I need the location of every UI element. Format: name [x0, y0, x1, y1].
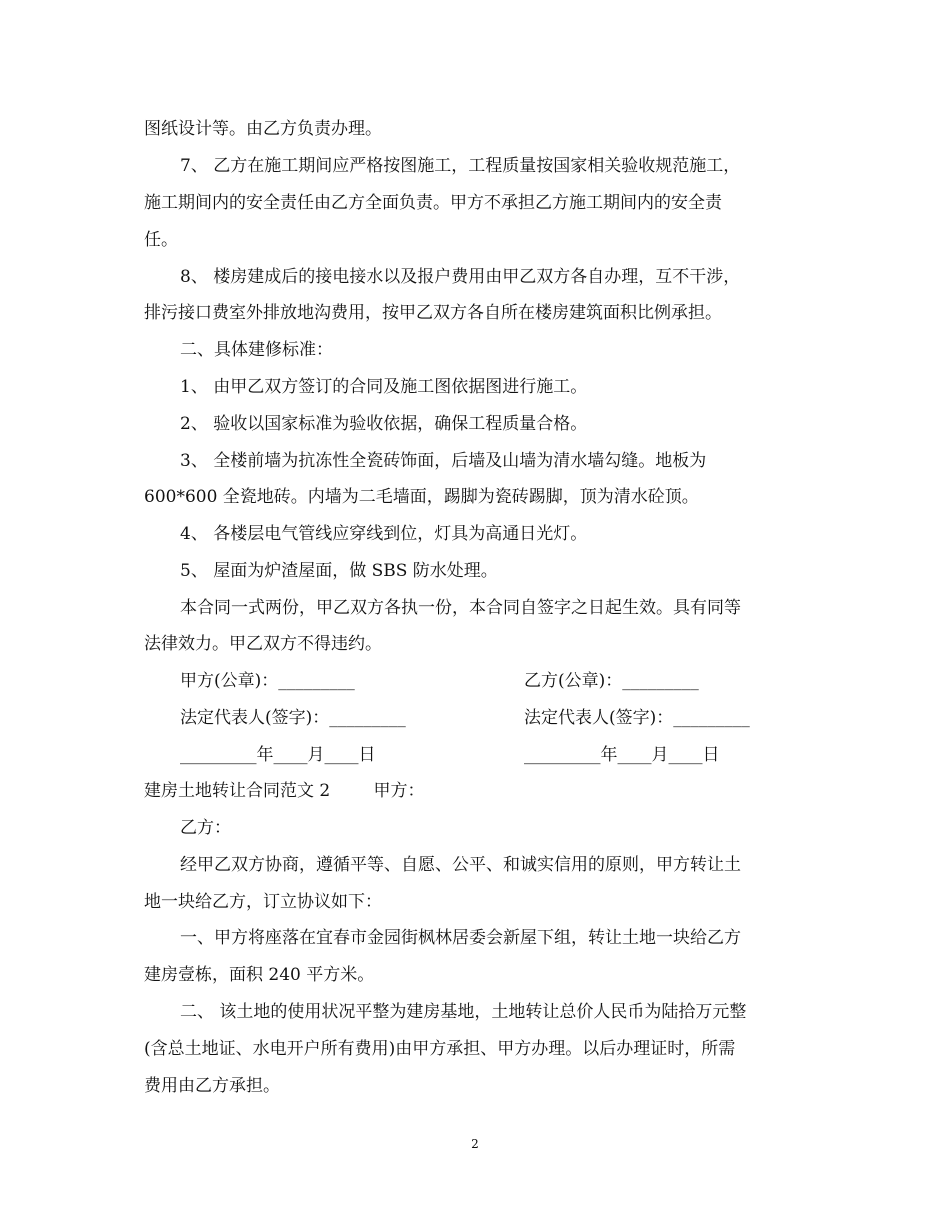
list-item: 3、 全楼前墙为抗冻性全瓷砖饰面，后墙及山墙为清水墙勾缝。地板为 [180, 451, 707, 471]
paragraph-line: 排污接口费室外排放地沟费用，按甲乙双方各自所在楼房建筑面积比例承担。 [144, 303, 722, 323]
paragraph-line: 8、 楼房建成后的接电接水以及报户费用由甲乙双方各自办理，互不干涉， [180, 267, 741, 287]
paragraph-line: 本合同一式两份，甲乙双方各执一份，本合同自签字之日起生效。具有同等 [180, 598, 741, 618]
list-item: 2、 验收以国家标准为验收依据，确保工程质量合格。 [180, 414, 588, 434]
paragraph-line: 600*600 全瓷地砖。内墙为二毛墙面，踢脚为瓷砖踢脚，顶为清水砼顶。 [144, 487, 699, 507]
section-heading: 二、具体建修标准： [180, 340, 333, 360]
paragraph-line: 图纸设计等。由乙方负责办理。 [144, 119, 382, 139]
paragraph-line: 任。 [144, 230, 178, 250]
list-item: 1、 由甲乙双方签订的合同及施工图依据图进行施工。 [180, 377, 588, 397]
paragraph-line: (含总土地证、水电开户所有费用)由甲方承担、甲方办理。以后办理证时，所需 [144, 1039, 736, 1059]
list-item: 4、 各楼层电气管线应穿线到位，灯具为高通日光灯。 [180, 524, 588, 544]
paragraph-line: 乙方： [180, 818, 231, 838]
list-item: 5、 屋面为炉渣屋面，做 SBS 防水处理。 [180, 561, 498, 581]
page-number: 2 [471, 1137, 479, 1151]
paragraph-line: 法律效力。甲乙双方不得违约。 [144, 634, 382, 654]
paragraph-line: 一、甲方将座落在宜春市金园街枫林居委会新屋下组，转让土地一块给乙方 [180, 928, 741, 948]
paragraph-line: 二、 该土地的使用状况平整为建房基地，土地转让总价人民币为陆拾万元整 [180, 1002, 747, 1022]
paragraph-line: 7、 乙方在施工期间应严格按图施工，工程质量按国家相关验收规范施工， [180, 156, 741, 176]
party-a-representative: 法定代表人(签字)：_________ [180, 708, 406, 728]
party-b-representative: 法定代表人(签字)：_________ [524, 708, 750, 728]
paragraph-line: 地一块给乙方，订立协议如下： [144, 892, 382, 912]
party-b-date: _________年____月____日 [524, 745, 720, 765]
paragraph-line: 经甲乙双方协商，遵循平等、自愿、公平、和诚实信用的原则，甲方转让土 [180, 855, 741, 875]
paragraph-line: 建房壹栋，面积 240 平方米。 [144, 965, 375, 985]
party-a-date: _________年____月____日 [180, 745, 376, 765]
document-title-2: 建房土地转让合同范文 2 甲方： [144, 781, 425, 801]
party-a-seal: 甲方(公章)：_________ [180, 671, 355, 691]
party-b-seal: 乙方(公章)：_________ [524, 671, 699, 691]
paragraph-line: 费用由乙方承担。 [144, 1076, 280, 1096]
paragraph-line: 施工期间内的安全责任由乙方全面负责。甲方不承担乙方施工期间内的安全责 [144, 193, 722, 213]
